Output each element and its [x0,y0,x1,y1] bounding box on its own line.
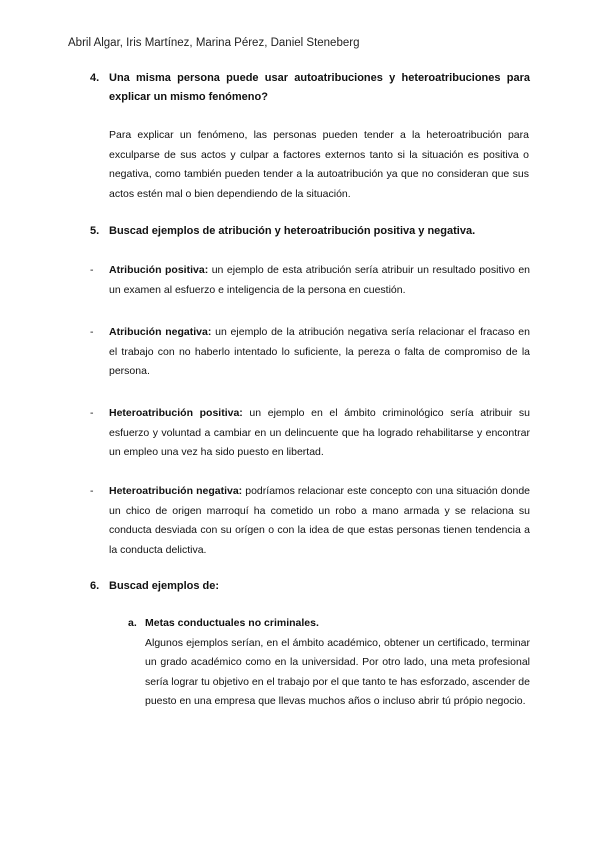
bullet-dash: - [90,485,94,497]
bullet-dash: - [90,264,94,276]
question-6-text: Buscad ejemplos de: [109,580,220,592]
bullet-dash: - [90,407,94,419]
question-5-number: 5. [90,225,100,237]
bullet-heteroatribucion-positiva [90,404,530,463]
bullet-dash: - [90,326,94,338]
bullet-term: Heteroatribución negativa: [109,485,243,497]
question-5 [90,222,530,241]
subitem-a [128,614,530,712]
question-4-number: 4. [90,72,100,84]
question-4 [90,69,530,107]
document-header-authors: Abril Algar, Iris Martínez, Marina Pérez, Daniel Steneberg [68,37,360,49]
question-6-number: 6. [90,580,100,592]
question-5-text: Buscad ejemplos de atribución y heteroatribución positiva y negativa. [109,225,476,237]
bullet-heteroatribucion-negativa [90,482,530,560]
bullet-term: Heteroatribución positiva: [109,407,243,419]
subitem-a-text: Algunos ejemplos serían, en el ámbito académico, obtener un certificado, terminar un grado académico como en la universidad. Por otro lado, una meta profesional sería lograr tu objetivo en el trabajo por el que tanto te has esforzado, ascender de puesto en una empresa que llevas muchos años o incluso abrir tú própio negocio. [145,636,530,707]
subitem-a-title: Metas conductuales no criminales. [145,617,319,629]
subitem-a-letter: a. [128,617,137,629]
bullet-text: un ejemplo de la atribución negativa sería relacionar el fracaso en el trabajo con no haberlo intentado lo suficiente, la pereza o falta de compromiso de la persona. [109,326,530,377]
bullet-atribucion-positiva [90,261,530,300]
bullet-term: Atribución positiva: [109,264,209,276]
bullet-text: podríamos relacionar este concepto con una situación donde un chico de origen marroquí ha cometido un robo a mano armada y se relaciona su conducta desviada con su orígen o con la idea de que estas personas tienen tendencia a la conducta delictiva. [109,485,530,556]
question-6 [90,577,530,596]
bullet-term: Atribución negativa: [109,326,212,338]
bullet-text: un ejemplo de esta atribución sería atribuir un resultado positivo en un examen al esfuerzo e inteligencia de la persona en cuestión. [109,264,531,296]
question-4-answer: Para explicar un fenómeno, las personas pueden tender a la heteroatribución para exculparse de sus actos y culpar a factores externos tanto si la situación es positiva o negativa, como también pueden tender a la autoatribución ya que no consideran que sus actos estén mal o bien dependiendo de la situación. [109,129,529,200]
bullet-text: un ejemplo en el ámbito criminológico sería atribuir su esfuerzo y voluntad a cambiar en un delincuente que ha logrado rehabilitarse y encontrar un empleo una vez ha sido puesto en libertad. [109,407,530,458]
question-4-text: Una misma persona puede usar autoatribuciones y heteroatribuciones para explicar un mismo fenómeno? [109,72,530,103]
bullet-atribucion-negativa [90,323,530,382]
